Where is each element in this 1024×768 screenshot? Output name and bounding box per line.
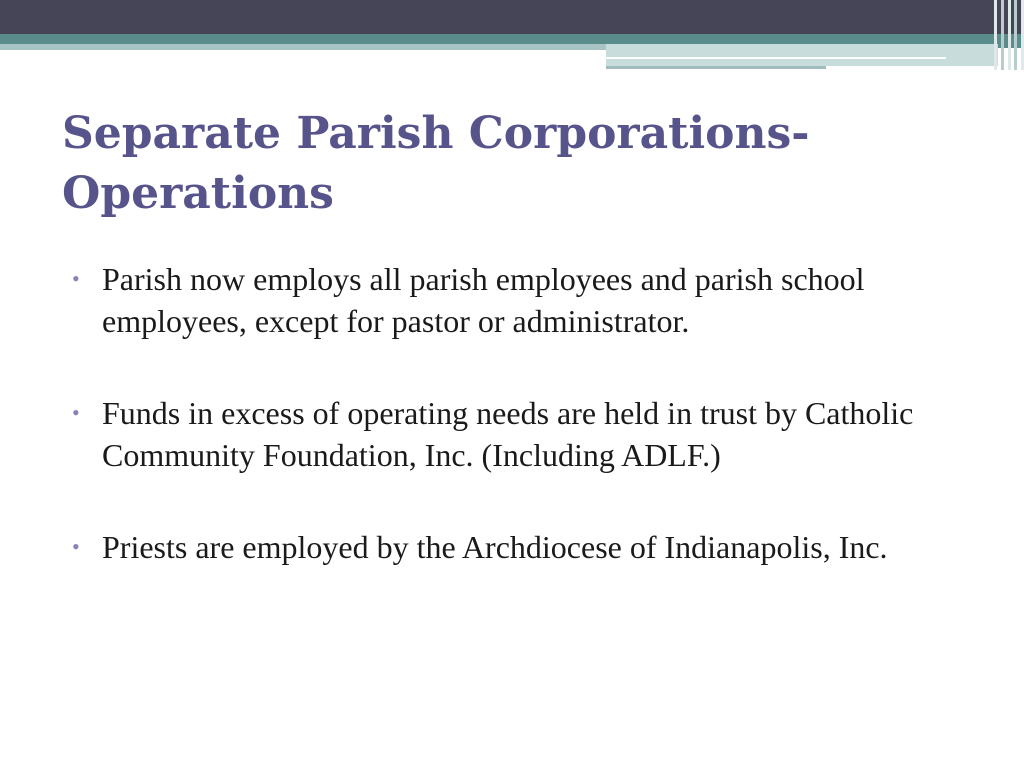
header-accent-line-lower	[606, 66, 826, 69]
header-stripes	[994, 0, 1024, 70]
list-item	[72, 258, 972, 342]
header-accent-line	[606, 57, 946, 59]
slide-title	[62, 104, 962, 224]
bullet-icon: •	[72, 534, 80, 559]
bullet-text: Priests are employed by the Archdiocese of Indianapolis, Inc.	[102, 529, 888, 565]
header-light-bar	[0, 44, 606, 50]
header-accent-block	[606, 44, 998, 66]
bullet-text: Parish now employs all parish employees and parish school employees, except for pastor or administrator.	[102, 261, 865, 339]
list-item	[72, 526, 972, 568]
header-dark-bar	[0, 0, 1024, 34]
bullet-list	[72, 258, 972, 618]
list-item	[72, 392, 972, 476]
bullet-icon: •	[72, 266, 80, 291]
slide-title-line2: Operations	[62, 168, 334, 219]
bullet-text: Funds in excess of operating needs are held in trust by Catholic Community Foundation, Inc. (Including ADLF.)	[102, 395, 914, 473]
bullet-icon: •	[72, 400, 80, 425]
slide-title-line1: Separate Parish Corporations-	[62, 108, 810, 159]
